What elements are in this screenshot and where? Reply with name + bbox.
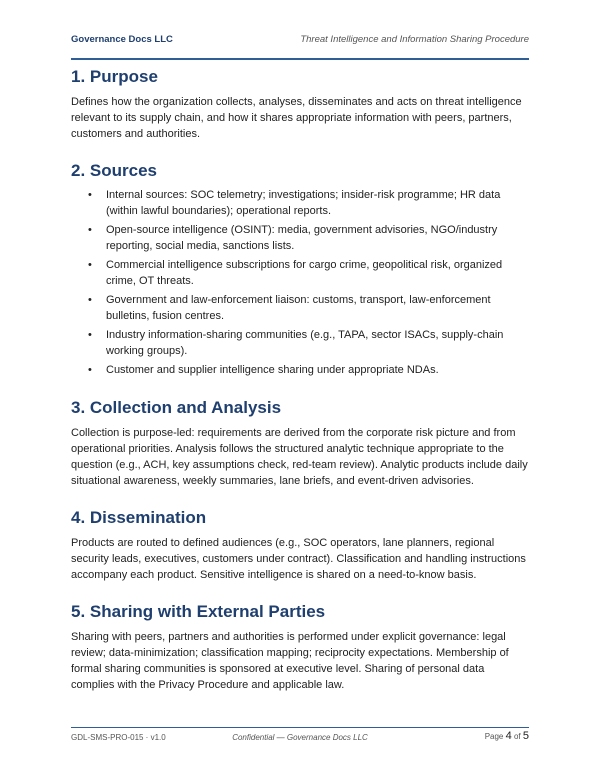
list-item-text: Government and law-enforcement liaison: customs, transport, law-enforcement bulletins, fusion centres. [106, 294, 491, 322]
sources-list [71, 188, 529, 379]
list-item [71, 223, 529, 254]
bullet-icon: • [88, 294, 92, 306]
section-paragraph-dissemination: Products are routed to defined audiences (e.g., SOC operators, lane planners, regional security leads, executives, customers under contract). Classification and handling instructions accompany each product. Sensitive intelligence is shared on a need-to-know basis. [71, 536, 526, 581]
page-footer [71, 727, 529, 748]
section-heading-purpose: 1. Purpose [71, 67, 158, 86]
bullet-icon: • [88, 364, 92, 376]
footer-document-id: GDL-SMS-PRO-015 · v1.0 [71, 733, 166, 742]
section-sources [71, 160, 529, 379]
list-item-text: Industry information-sharing communities (e.g., TAPA, sector ISACs, supply-chain working groups). [106, 329, 504, 357]
section-paragraph-external-sharing: Sharing with peers, partners and authorities is performed under explicit governance: legal review; data-minimization; classification mapping; reciprocity expectations. Membership of formal sharing communities is sponsored at executive level. Sharing of personal data complies with the Privacy Procedure and applicable law. [71, 630, 509, 691]
list-item [71, 328, 529, 359]
list-item-text: Customer and supplier intelligence sharing under appropriate NDAs. [106, 364, 439, 376]
page-header [71, 32, 529, 60]
section-heading-dissemination: 4. Dissemination [71, 507, 207, 527]
footer-confidentiality: Confidential — Governance Docs LLC [232, 733, 368, 742]
section-collection-analysis [71, 397, 529, 489]
section-purpose [71, 66, 529, 142]
list-item-text: Commercial intelligence subscriptions for cargo crime, geopolitical risk, organized crime, OT threats. [106, 259, 503, 287]
list-item [71, 363, 529, 379]
section-heading-external-sharing: 5. Sharing with External Parties [71, 601, 326, 621]
bullet-icon: • [88, 224, 92, 236]
bullet-icon: • [88, 329, 92, 341]
section-heading-collection-analysis: 3. Collection and Analysis [71, 397, 282, 417]
section-paragraph-purpose: Defines how the organization collects, analyses, disseminates and acts on threat intelligence relevant to its supply chain, and how it shares appropriate information with peers, partners, customers and authorities. [71, 96, 522, 140]
list-item [71, 293, 529, 324]
header-company: Governance Docs LLC [71, 34, 173, 45]
page-total: 5 [522, 730, 529, 742]
section-external-sharing [71, 601, 529, 693]
document-body [71, 66, 529, 693]
section-paragraph-collection-analysis: Collection is purpose-led: requirements are derived from the corporate risk picture and from operational priorities. Analysis follows the structured analytic technique appropriate to the question (e.g., ACH, key assumptions check, red-team review). Analytic products include daily situational awareness, weekly summaries, lane briefs, and event-driven advisories. [71, 426, 528, 487]
footer-page-number [485, 730, 529, 742]
section-heading-sources: 2. Sources [71, 161, 157, 180]
list-item [71, 258, 529, 289]
page-current: 4 [505, 730, 512, 742]
page-of-label: of [513, 732, 521, 741]
section-dissemination [71, 507, 529, 583]
list-item [71, 188, 529, 219]
bullet-icon: • [88, 259, 92, 271]
header-document-title: Threat Intelligence and Information Sharing Procedure [300, 34, 529, 45]
bullet-icon: • [88, 189, 92, 201]
page-label: Page [484, 732, 504, 741]
list-item-text: Internal sources: SOC telemetry; investigations; insider-risk programme; HR data (within lawful boundaries); operational reports. [106, 189, 501, 217]
list-item-text: Open-source intelligence (OSINT): media, government advisories, NGO/industry reporting, social media, sanctions lists. [106, 224, 498, 252]
